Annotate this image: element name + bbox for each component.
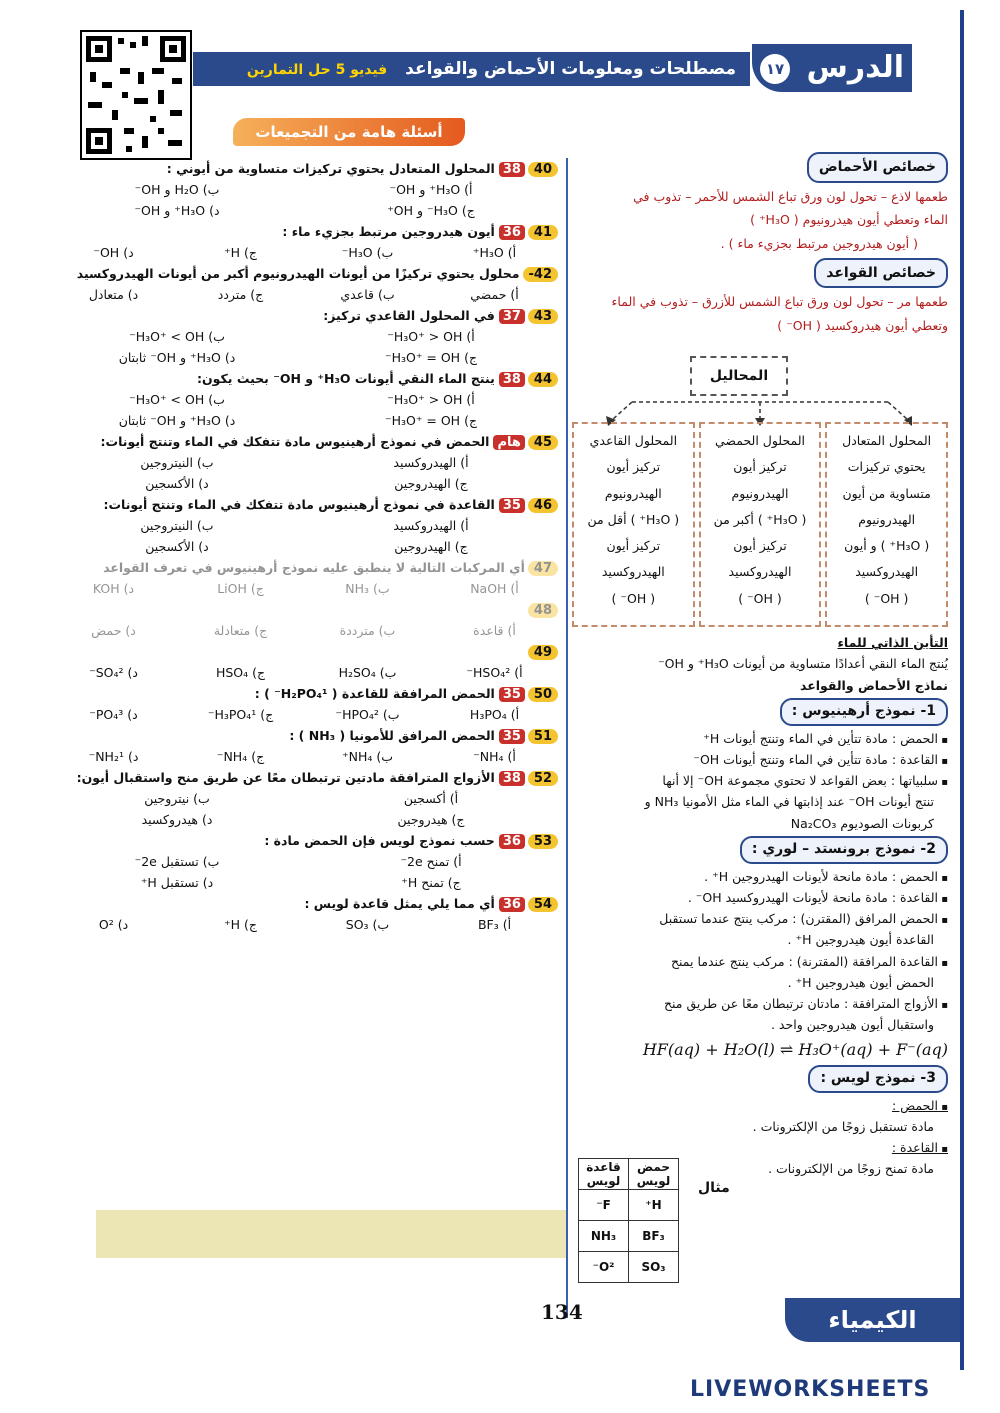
question-item — [50, 896, 558, 932]
answer-option[interactable]: ب) نيتروجين — [144, 791, 210, 806]
year-badge: 38 — [499, 372, 525, 387]
acids-text-1: طعمها لاذع – تحول لون ورق تباع الشمس للأحمر – تذوب في — [633, 188, 948, 204]
answer-option[interactable]: أ) H₃O⁺ — [472, 245, 517, 260]
options-row — [50, 875, 558, 890]
answer-option[interactable]: ب) قاعدي — [340, 287, 395, 302]
lewis-base-label: ▪ القاعدة : — [572, 1137, 948, 1158]
question-number: 49 — [528, 645, 558, 660]
question-item — [50, 308, 558, 365]
options-row — [50, 665, 558, 680]
answer-option[interactable]: ج) HSO₄ — [215, 665, 266, 680]
arrhenius-acid: ▪ الحمض : مادة تتأين في الماء وتنتج أيونات H⁺ — [572, 728, 948, 749]
options-row — [50, 581, 558, 596]
box-line: ( H₃O⁺ ) أكبر من — [713, 511, 807, 527]
conj-acid-2: القاعدة أيون هيدروجين H⁺ . — [787, 932, 934, 948]
options-row — [50, 413, 558, 428]
box-line: الهيدروكسيد — [728, 564, 792, 580]
answer-option[interactable]: د) OH⁻ — [93, 245, 134, 260]
question-stem: القاعدة في نموذج أرهينيوس مادة تتفكك في الماء وتنتج أيونات: — [103, 497, 495, 512]
questions-list — [50, 158, 558, 938]
question-text — [50, 161, 558, 177]
question-text — [50, 728, 558, 744]
answer-option[interactable]: أ) BF₃ — [477, 917, 512, 932]
conj-pairs-2: واستقبال أيون هيدروجين واحد . — [770, 1017, 934, 1033]
year-badge: 35 — [499, 729, 525, 744]
models-title: نماذج الأحماض والقواعد — [799, 677, 948, 693]
answer-option[interactable]: ب) NH₃ — [345, 581, 390, 596]
question-stem: المحلول المتعادل يحتوي تركيزات متساوية من أيوني : — [166, 161, 495, 176]
bronsted-acid: ▪ الحمض : مادة مانحة لأيونات الهيدروجين H⁺ . — [572, 866, 948, 887]
answer-option[interactable]: ب) NH₄⁺ — [342, 749, 393, 764]
question-number: 53 — [528, 834, 558, 849]
question-stem: حسب نموذج لويس فإن الحمض مادة : — [264, 833, 495, 848]
lesson-badge — [752, 44, 912, 92]
conj-base-2: الحمض أيون هيدروجين H⁺ . — [787, 974, 934, 990]
column-divider — [566, 158, 568, 1318]
options-row — [50, 203, 558, 218]
answer-option[interactable]: ب) تستقبل 2e⁻ — [134, 854, 220, 869]
answer-option[interactable]: ج) LiOH — [217, 581, 264, 596]
worksheet-page — [38, 10, 964, 1370]
answer-option[interactable]: ج) H₃O⁺ = OH⁻ — [384, 413, 478, 428]
answer-option[interactable]: أ) الهيدروكسيد — [393, 455, 469, 470]
question-item — [50, 686, 558, 722]
box-line: تركيز أيون — [606, 459, 661, 475]
answer-option[interactable]: أ) الهيدروكسيد — [393, 518, 469, 533]
solutions-boxes — [572, 422, 948, 627]
options-row — [50, 707, 558, 722]
question-text — [50, 371, 558, 387]
box-line: ( H₃O⁺ ) أقل من — [587, 511, 680, 527]
answer-option[interactable]: ب) H₂O و OH⁻ — [134, 182, 220, 197]
subject-title: الكيمياء — [785, 1298, 960, 1342]
box-line: يحتوي تركيزات — [847, 459, 926, 475]
question-stem: الحمض المرافق للأمونيا ( NH₃ ) : — [289, 728, 495, 743]
question-item — [50, 224, 558, 260]
bronsted-base: ▪ القاعدة : مادة مانحة لأيونات الهيدروكسيد OH⁻ . — [572, 887, 948, 908]
year-badge: هام — [493, 435, 524, 450]
question-stem: الحمض المرافقة للقاعدة ( H₂PO₄¹⁻ ) : — [254, 686, 495, 701]
acids-text-3: ( أيون هيدروجين مرتبط بجزيء ماء ) . — [720, 236, 918, 252]
options-row — [50, 350, 558, 365]
answer-option[interactable]: أ) حمضي — [470, 287, 519, 302]
lesson-label: الدرس — [806, 50, 904, 85]
video-note: فيديو 5 حل التمارين — [246, 62, 388, 78]
page-title: مصطلحات ومعلومات الأحماض والقواعد — [405, 59, 736, 79]
answer-option[interactable]: ب) HPO₄²⁻ — [335, 707, 400, 722]
question-item — [50, 560, 558, 596]
question-number: 48 — [528, 603, 558, 618]
answer-option[interactable]: ج) هيدروجين — [397, 812, 465, 827]
answer-option[interactable]: أ) NH₄⁻ — [473, 749, 516, 764]
question-number: 41 — [528, 225, 558, 240]
question-text — [50, 602, 558, 618]
arrhenius-neg-2: تنتج أيونات OH⁻ عند إذابتها في الماء مثل الأمونيا NH₃ و — [644, 794, 934, 810]
table-cell: NH₃ — [579, 1221, 629, 1252]
options-row — [50, 392, 558, 407]
question-text — [50, 224, 558, 240]
year-badge: 36 — [499, 897, 525, 912]
answer-option[interactable]: د) حمض — [91, 623, 136, 638]
answer-option[interactable]: أ) قاعدة — [473, 623, 516, 638]
bases-text-1: طعمها مر – تحول لون ورق تباع الشمس للأزرق – تذوب في الماء — [611, 294, 948, 310]
answer-option[interactable]: ج) تمنح H⁺ — [401, 875, 461, 890]
options-row — [50, 812, 558, 827]
answer-option[interactable]: ج) H₃PO₄¹⁻ — [207, 707, 274, 722]
example-label: مثال — [698, 1180, 730, 1196]
lewis-acid-label: ▪ الحمض : — [572, 1095, 948, 1116]
question-item — [50, 602, 558, 638]
question-number: 40 — [528, 162, 558, 177]
answer-option[interactable]: أ) أكسجين — [403, 791, 459, 806]
options-row — [50, 455, 558, 470]
brand-logo — [690, 1377, 930, 1402]
answer-option[interactable]: ب) النيتروجين — [140, 518, 214, 533]
box-line: ( H₃O⁺ ) و أيون — [844, 538, 930, 553]
box-line: الهيدروكسيد — [855, 564, 919, 580]
box-line: متساوية من أيون — [842, 485, 931, 501]
lewis-acid-text: مادة تستقبل زوجًا من الإلكترونات . — [752, 1118, 934, 1134]
answer-option[interactable]: ب) SO₃ — [345, 917, 390, 932]
answer-option[interactable]: ج) NH₄⁻ — [216, 749, 265, 764]
answer-option[interactable]: أ) NaOH — [470, 581, 519, 596]
answer-option[interactable]: ج) متعادلة — [213, 623, 268, 638]
options-row — [50, 476, 558, 491]
table-cell: H⁺ — [629, 1190, 679, 1221]
question-item — [50, 770, 558, 827]
answer-option[interactable]: د) تستقبل H⁺ — [140, 875, 214, 890]
question-stem: أي مما يلي يمثل قاعدة لويس : — [304, 896, 495, 911]
options-row — [50, 623, 558, 638]
answer-box[interactable] — [96, 1210, 566, 1258]
answer-option[interactable]: ب) H₃O⁻ — [341, 245, 394, 260]
answer-option[interactable]: ج) الهيدروجين — [394, 539, 468, 554]
question-number: 54 — [528, 897, 558, 912]
answer-option[interactable]: ج) الهيدروجين — [394, 476, 468, 491]
acids-text-2: الماء وتعطي أيون هيدرونيوم ( H₃O⁺ ) — [750, 212, 948, 228]
year-badge: 35 — [499, 498, 525, 513]
question-number: 47 — [528, 561, 558, 576]
self-ion-text: يُنتج الماء النقي أعدادًا متساوية من أيونات H₃O⁺ و OH⁻ — [658, 656, 948, 672]
bases-text-2: وتعطي أيون هيدروكسيد ( OH⁻ ) — [777, 318, 948, 334]
qr-code-icon[interactable] — [80, 30, 192, 160]
question-item — [50, 497, 558, 554]
question-stem: الحمض في نموذج أرهينيوس مادة تتفكك في الماء وتنتج أيونات: — [100, 434, 490, 449]
question-text — [50, 770, 558, 786]
options-row — [50, 518, 558, 533]
lewis-table — [578, 1158, 679, 1283]
question-text — [50, 266, 558, 282]
arrhenius-base: ▪ القاعدة : مادة تتأين في الماء وتنتج أيونات OH⁻ — [572, 749, 948, 770]
question-stem: في المحلول القاعدي تركيز: — [323, 308, 495, 323]
question-stem: أي المركبات التالية لا ينطبق عليه نموذج أرهينيوس في تعرف القواعد — [103, 560, 525, 575]
question-item — [50, 161, 558, 218]
box-line: تركيز أيون — [733, 538, 787, 553]
year-badge: 38 — [499, 771, 525, 786]
question-text — [50, 434, 558, 450]
answer-option[interactable]: ج) H⁺ — [224, 245, 257, 260]
page-number: 134 — [541, 1300, 583, 1324]
question-number: 50 — [528, 687, 558, 702]
box-line: الهيدرونيوم — [731, 485, 789, 501]
box-line: الهيدرونيوم — [858, 511, 916, 527]
box-line: المحلول المتعادل — [842, 433, 932, 448]
bases-title: خصائص القواعد — [814, 258, 948, 289]
equation: HF(aq) + H₂O(l) ⇌ H₃O⁺(aq) + F⁻(aq) — [642, 1039, 948, 1059]
answer-option[interactable]: د) PO₄³⁻ — [89, 707, 138, 722]
table-head-base: قاعدة لويس — [579, 1159, 629, 1190]
question-number: 46 — [528, 498, 558, 513]
self-ion-title: التأين الذاتي للماء — [837, 635, 948, 650]
options-row — [50, 791, 558, 806]
arrhenius-neg-1: ▪ سلبياتها : بعض القواعد لا تحتوي مجموعة OH⁻ إلا أنها — [572, 770, 948, 791]
question-item — [50, 266, 558, 302]
answer-option[interactable]: أ) تمنح 2e⁻ — [400, 854, 462, 869]
year-badge: 37 — [499, 309, 525, 324]
question-number: 45 — [528, 435, 558, 450]
answer-option[interactable]: د) الأكسجين — [145, 476, 209, 491]
neutral-solution-box — [825, 422, 948, 627]
options-row — [50, 329, 558, 344]
question-number: 44 — [528, 372, 558, 387]
answer-option[interactable]: ج) H⁺ — [224, 917, 257, 932]
box-line: ( OH⁻ ) — [864, 590, 909, 606]
conj-acid-1: ▪ الحمض المرافق (المقترن) : مركب ينتج عندما تستقبل — [572, 908, 948, 929]
lewis-base-text: مادة تمنح زوجًا من الإلكترونات . — [768, 1161, 934, 1177]
answer-option[interactable]: ج) متردد — [217, 287, 264, 302]
options-row — [50, 917, 558, 932]
box-line: الهيدرونيوم — [604, 485, 662, 501]
question-number: 43 — [528, 309, 558, 324]
box-line: الهيدروكسيد — [601, 564, 665, 580]
answer-option[interactable]: د) متعادل — [88, 287, 139, 302]
answer-option[interactable]: أ) HSO₄²⁻ — [466, 665, 523, 680]
question-text — [50, 644, 558, 660]
arrhenius-title: 1- نموذج أرهينيوس : — [780, 698, 948, 726]
year-badge: 38 — [499, 162, 525, 177]
answer-option[interactable]: أ) H₃O⁺ و OH⁻ — [389, 182, 473, 197]
question-item — [50, 371, 558, 428]
question-stem: محلول يحتوي تركيزًا من أيونات الهيدرونيوم أكبر من أيونات الهيدروكسيد — [76, 266, 520, 281]
answer-option[interactable]: ب) H₃O⁺ < OH⁻ — [129, 329, 225, 344]
question-stem: أيون هيدروجين مرتبط بجزيء ماء : — [282, 224, 495, 239]
box-line: تركيز أيون — [733, 459, 787, 475]
year-badge: 35 — [499, 687, 525, 702]
question-text — [50, 833, 558, 849]
question-text — [50, 497, 558, 513]
table-head-acid: حمض لويس — [629, 1159, 679, 1190]
answer-option[interactable]: ب) H₃O⁺ < OH⁻ — [129, 392, 225, 407]
question-text — [50, 686, 558, 702]
box-line: تركيز أيون — [606, 538, 661, 553]
options-row — [50, 749, 558, 764]
brand-text: LIVEWORKSHEETS — [690, 1377, 931, 1402]
options-row — [50, 539, 558, 554]
bronsted-title: 2- نموذج برونستد – لوري : — [740, 836, 948, 864]
question-text — [50, 308, 558, 324]
title-bar — [193, 52, 750, 86]
lesson-number: ١٧ — [760, 54, 790, 84]
answer-option[interactable]: د) SO₄²⁻ — [89, 665, 138, 680]
section-banner: أسئلة هامة من التجميعات — [233, 118, 465, 146]
answer-option[interactable]: أ) H₃O⁺ > OH⁻ — [387, 329, 475, 344]
question-item — [50, 833, 558, 890]
question-item — [50, 434, 558, 491]
answer-option[interactable]: د) H₃O⁺ و OH⁻ — [134, 203, 220, 218]
answer-option[interactable]: أ) H₃PO₄ — [469, 707, 520, 722]
answer-option[interactable]: ب) النيتروجين — [140, 455, 214, 470]
answer-option[interactable]: ب) H₂SO₄ — [338, 665, 397, 680]
answer-option[interactable]: ج) H₃O⁺ = OH⁻ — [384, 350, 478, 365]
conj-pairs-1: ▪ الأزواج المترافقة : مادتان ترتبطان معًا عن طريق منح — [572, 993, 948, 1014]
answer-option[interactable]: ب) مترددة — [339, 623, 396, 638]
acidic-solution-box — [699, 422, 822, 627]
box-line: المحلول الحمضي — [714, 433, 806, 448]
question-text — [50, 896, 558, 912]
question-item — [50, 644, 558, 680]
answer-option[interactable]: د) هيدروكسيد — [141, 812, 213, 827]
options-row — [50, 182, 558, 197]
solutions-title: المحاليل — [690, 356, 788, 396]
table-cell: O²⁻ — [579, 1252, 629, 1283]
acids-bases-properties — [573, 150, 948, 338]
table-cell: F⁻ — [579, 1190, 629, 1221]
lewis-title: 3- نموذج لويس : — [808, 1065, 948, 1093]
question-item — [50, 728, 558, 764]
box-line: المحلول القاعدي — [589, 433, 678, 448]
answer-option[interactable]: د) NH₂¹⁻ — [88, 749, 139, 764]
box-line: ( OH⁻ ) — [738, 590, 782, 606]
year-badge: 36 — [499, 225, 525, 240]
options-row — [50, 245, 558, 260]
models-section — [572, 632, 948, 1180]
question-number: 42- — [523, 267, 559, 282]
question-stem: ينتج الماء النقي أيونات H₃O⁺ و OH⁻ بحيث يكون: — [197, 371, 495, 386]
question-stem: الأزواج المترافقة مادتين ترتبطان معًا عن طريق منح واستقبال أيون: — [76, 770, 495, 785]
answer-option[interactable]: د) الأكسجين — [145, 539, 209, 554]
basic-solution-box — [572, 422, 695, 627]
year-badge: 36 — [499, 834, 525, 849]
question-number: 51 — [528, 729, 558, 744]
question-text — [50, 560, 558, 576]
answer-option[interactable]: د) H₃O⁺ و OH⁻ ثابتان — [118, 350, 236, 365]
answer-option[interactable]: ج) H₃O⁻ و OH⁺ — [387, 203, 475, 218]
answer-option[interactable]: د) H₃O⁺ و OH⁻ ثابتان — [118, 413, 236, 428]
options-row — [50, 854, 558, 869]
conj-base-1: ▪ القاعدة المرافقة (المقترنة) : مركب ينتج عندما يمنح — [572, 951, 948, 972]
box-line: ( OH⁻ ) — [611, 590, 656, 606]
arrhenius-neg-3: كربونات الصوديوم Na₂CO₃ — [790, 815, 934, 831]
question-number: 52 — [528, 771, 558, 786]
acids-title: خصائص الأحماض — [807, 152, 948, 183]
answer-option[interactable]: د) O² — [98, 917, 129, 932]
answer-option[interactable]: أ) H₃O⁺ > OH⁻ — [387, 392, 475, 407]
table-cell: SO₃ — [629, 1252, 679, 1283]
table-cell: BF₃ — [629, 1221, 679, 1252]
answer-option[interactable]: د) KOH — [92, 581, 135, 596]
options-row — [50, 287, 558, 302]
